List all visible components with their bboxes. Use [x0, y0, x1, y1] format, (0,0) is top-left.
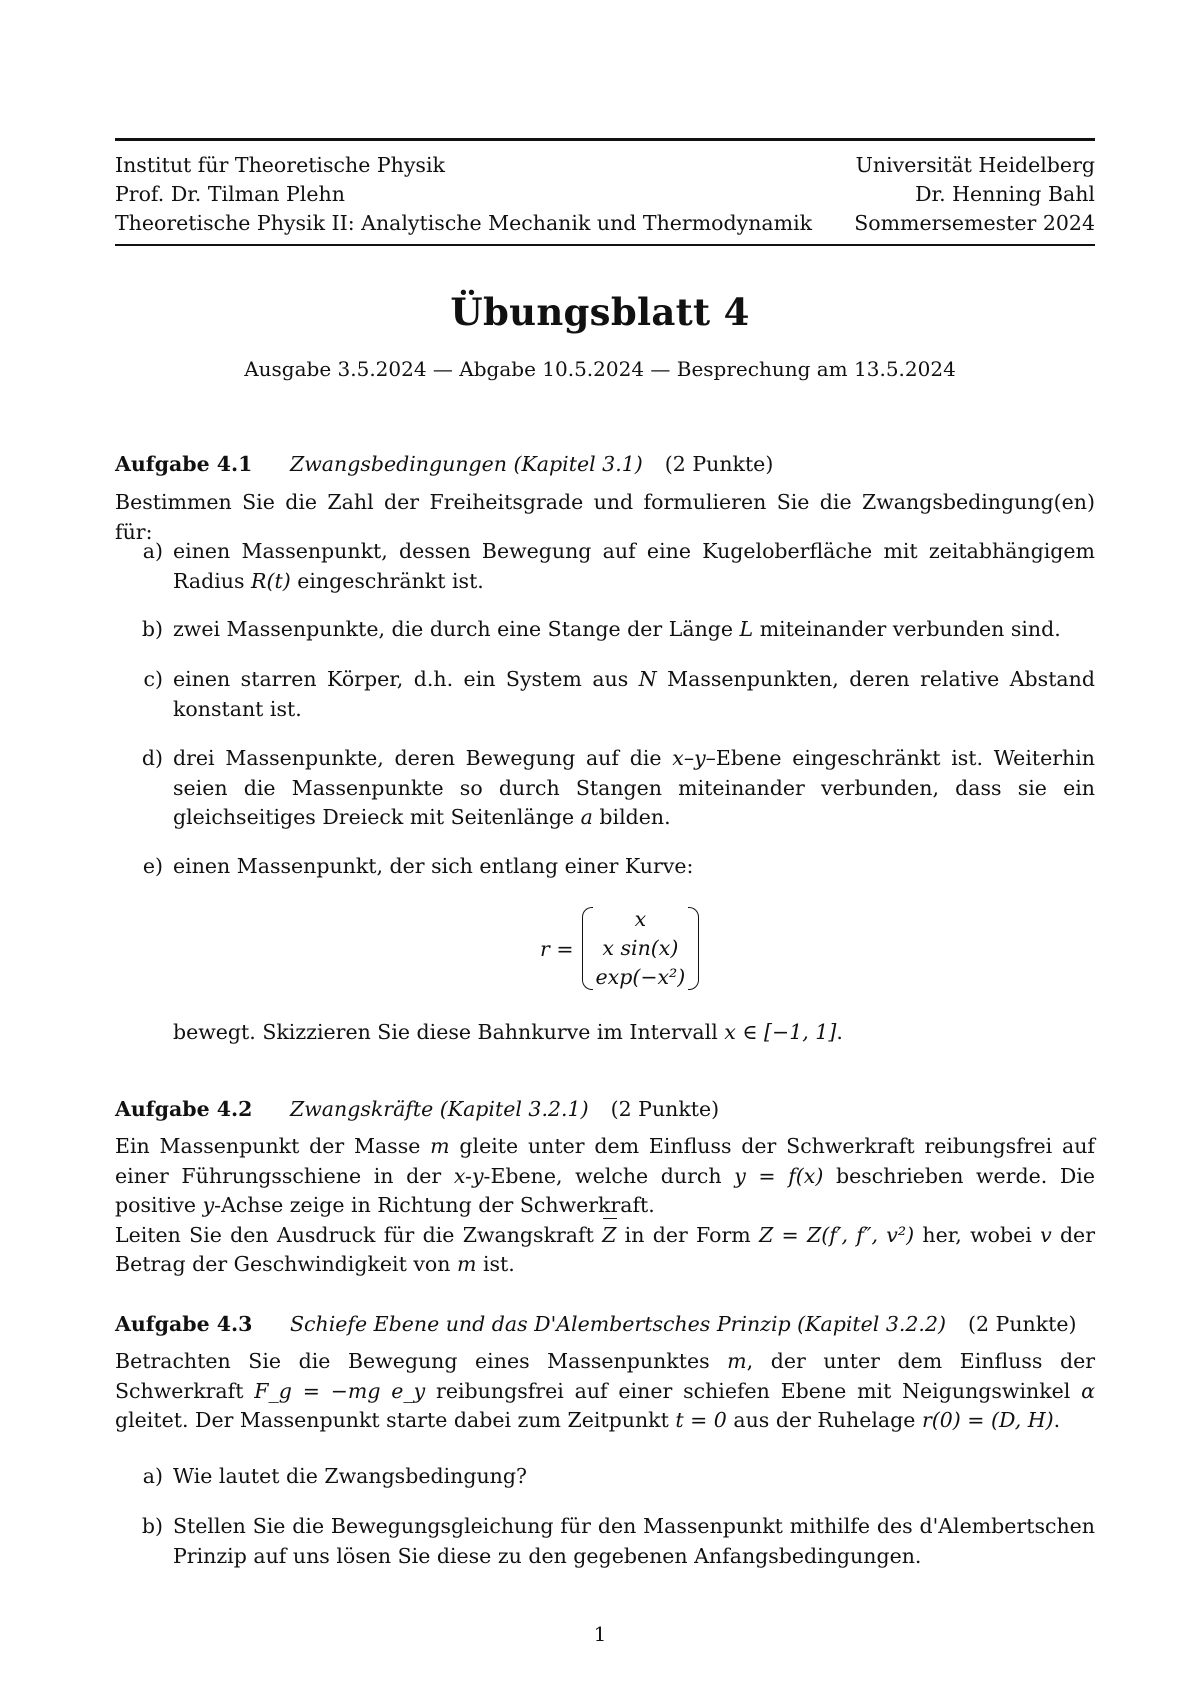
task-4-2-text: Ein Massenpunkt der Masse m gleite unter dem Einfluss der Schwerkraft reibungsfrei auf einer Führungsschiene in der x-y-Ebene, welche durch y = f(x) beschrieben werde. Die positive y-Achse zeige in Richtung der Schwerkraft. Leiten Sie den Ausdruck für die Zwangskraft Z in der Form Z = Z(f′, f″, v²) her, wobei v der Betrag der Geschwindigkeit von m ist.	[115, 1134, 1095, 1276]
list-item: b) zwei Massenpunkte, die durch eine Stange der Länge L miteinander verbunden sind.	[141, 617, 1061, 641]
task-topic: Zwangsbedingungen (Kapitel 3.1)	[290, 452, 643, 476]
list-item: a) Wie lautet die Zwangsbedingung?	[142, 1464, 527, 1488]
task-points: (2 Punkte)	[610, 1097, 720, 1121]
list-item: b) Stellen Sie die Bewegungsgleichung für den Massenpunkt mithilfe des d'Alembertschen Prinzip auf uns lösen Sie diese zu den gegebenen Anfangsbedingungen.	[141, 1514, 1095, 1568]
task-number: Aufgabe 4.1	[115, 452, 253, 476]
sheet-title: Übungsblatt 4	[450, 290, 750, 334]
task-4-1-heading	[115, 450, 1095, 480]
header-row-3	[115, 209, 1095, 238]
course: Theoretische Physik II: Analytische Mechanik und Thermodynamik	[115, 211, 813, 235]
list-item: c) einen starren Körper, d.h. ein System aus N Massenpunkten, deren relative Abstand konstant ist.	[143, 667, 1095, 721]
list-item: a) einen Massenpunkt, dessen Bewegung auf eine Kugeloberfläche mit zeitabhängigem Radius R(t) eingeschränkt ist.	[142, 539, 1095, 593]
task-4-2-heading	[115, 1095, 1095, 1125]
task-points: (2 Punkte)	[967, 1312, 1077, 1336]
task-number: Aufgabe 4.3	[115, 1312, 253, 1336]
task-topic: Schiefe Ebene und das D'Alembertsches Prinzip (Kapitel 3.2.2)	[290, 1312, 946, 1336]
institute: Institut für Theoretische Physik	[115, 153, 445, 177]
task-number: Aufgabe 4.2	[115, 1097, 253, 1121]
professor: Prof. Dr. Tilman Plehn	[115, 182, 345, 206]
task-topic: Zwangskräfte (Kapitel 3.2.1)	[290, 1097, 589, 1121]
task-4-1-sketch-instruction: bewegt. Skizzieren Sie diese Bahnkurve im Intervall x ∈ [−1, 1].	[173, 1020, 843, 1044]
header-bottom-rule	[115, 244, 1095, 246]
task-4-1-intro: Bestimmen Sie die Zahl der Freiheitsgrade und formulieren Sie die Zwangsbedingung(en) für:	[115, 490, 1095, 544]
list-item: e) einen Massenpunkt, der sich entlang einer Kurve:	[142, 854, 694, 878]
sheet-dates: Ausgabe 3.5.2024 — Abgabe 10.5.2024 — Besprechung am 13.5.2024	[244, 357, 956, 381]
vector-matrix: x x sin(x) exp(−x²)	[582, 905, 700, 992]
vector-lhs: r =	[540, 936, 574, 961]
header-row-1	[115, 151, 1095, 180]
header-row-2	[115, 180, 1095, 209]
page-number: 1	[593, 1622, 607, 1646]
header-block	[115, 138, 1095, 246]
tutor: Dr. Henning Bahl	[915, 182, 1095, 206]
task-points: (2 Punkte)	[664, 452, 774, 476]
university: Universität Heidelberg	[855, 153, 1095, 177]
curve-vector-equation	[540, 905, 699, 992]
task-4-3-text: Betrachten Sie die Bewegung eines Massenpunktes m, der unter dem Einfluss der Schwerkraft F_g = −mg e_y reibungsfrei auf einer schiefen Ebene mit Neigungswinkel α gleitet. Der Massenpunkt starte dabei zum Zeitpunkt t = 0 aus der Ruhelage r(0) = (D, H).	[115, 1349, 1095, 1432]
list-item: d) drei Massenpunkte, deren Bewegung auf die x–y–Ebene eingeschränkt ist. Weiterhin seien die Massenpunkte so durch Stangen miteinander verbunden, dass sie ein gleichseitiges Dreieck mit Seitenlänge a bilden.	[141, 746, 1096, 829]
semester: Sommersemester 2024	[854, 211, 1095, 235]
task-4-3-heading	[115, 1310, 1095, 1340]
